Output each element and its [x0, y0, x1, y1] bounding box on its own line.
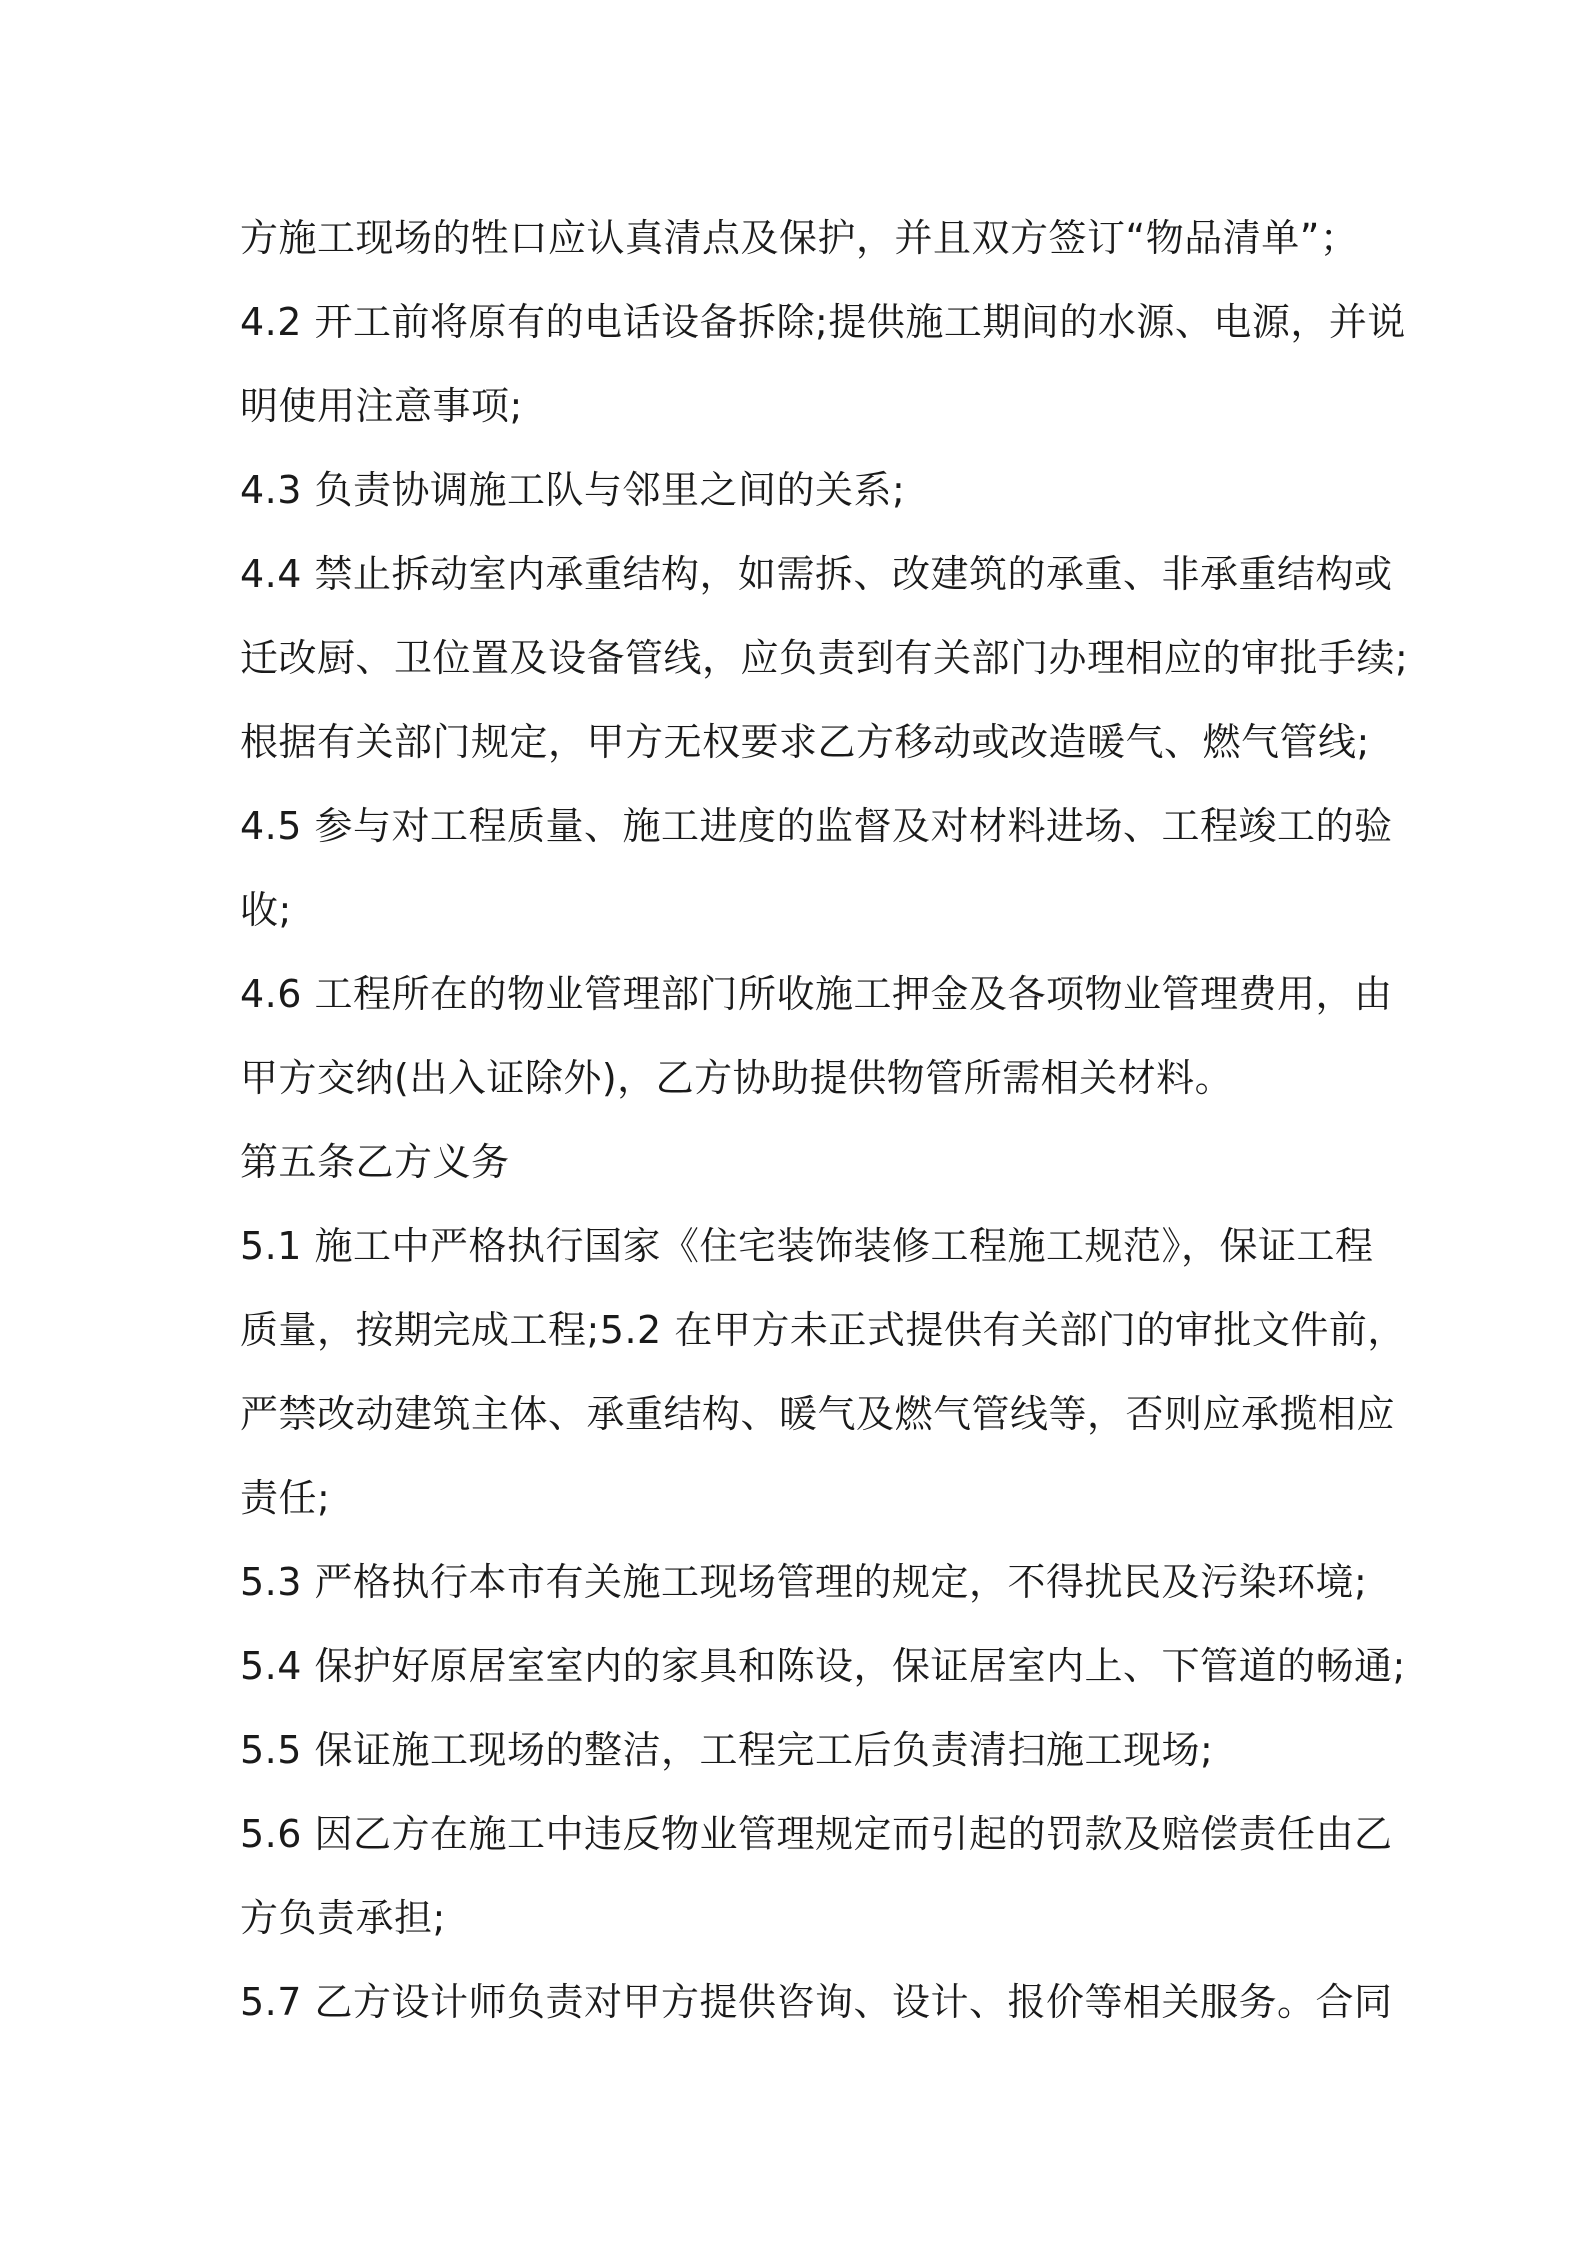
- text-line: 4.4 禁止拆动室内承重结构，如需拆、改建筑的承重、非承重结构或: [240, 552, 1393, 596]
- text-line: 5.5 保证施工现场的整洁，工程完工后负责清扫施工现场;: [240, 1728, 1214, 1772]
- text-line: 4.2 开工前将原有的电话设备拆除;提供施工期间的水源、电源，并说: [240, 300, 1406, 344]
- text-line: 甲方交纳(出入证除外)，乙方协助提供物管所需相关材料。: [240, 1056, 1234, 1100]
- text-line: 5.4 保护好原居室室内的家具和陈设，保证居室内上、下管道的畅通;: [240, 1644, 1406, 1688]
- text-line: 4.6 工程所在的物业管理部门所收施工押金及各项物业管理费用，由: [240, 972, 1393, 1016]
- text-line: 迁改厨、卫位置及设备管线，应负责到有关部门办理相应的审批手续;: [240, 636, 1409, 680]
- text-line: 根据有关部门规定，甲方无权要求乙方移动或改造暖气、燃气管线;: [240, 720, 1370, 764]
- text-line: 5.7 乙方设计师负责对甲方提供咨询、设计、报价等相关服务。合同: [240, 1980, 1393, 2024]
- text-line: 严禁改动建筑主体、承重结构、暖气及燃气管线等，否则应承揽相应: [240, 1392, 1396, 1436]
- text-line: 责任;: [240, 1476, 331, 1520]
- text-line: 明使用注意事项;: [240, 384, 523, 428]
- document-body: [240, 196, 1409, 2044]
- text-line: 4.5 参与对工程质量、施工进度的监督及对材料进场、工程竣工的验: [240, 804, 1393, 848]
- section-heading: 第五条乙方义务: [240, 1140, 510, 1184]
- text-line: 质量，按期完成工程;5.2 在甲方未正式提供有关部门的审批文件前，: [240, 1308, 1406, 1352]
- text-line: 收;: [240, 888, 292, 932]
- text-line: 5.3 严格执行本市有关施工现场管理的规定，不得扰民及污染环境;: [240, 1560, 1368, 1604]
- text-line: 方负责承担;: [240, 1896, 446, 1940]
- text-line: 4.3 负责协调施工队与邻里之间的关系;: [240, 468, 906, 512]
- text-line: 方施工现场的牲口应认真清点及保护，并且双方签订“物品清单”；: [240, 216, 1359, 260]
- text-line: 5.6 因乙方在施工中违反物业管理规定而引起的罚款及赔偿责任由乙: [240, 1812, 1393, 1856]
- text-line: 5.1 施工中严格执行国家《住宅装饰装修工程施工规范》，保证工程: [240, 1224, 1374, 1268]
